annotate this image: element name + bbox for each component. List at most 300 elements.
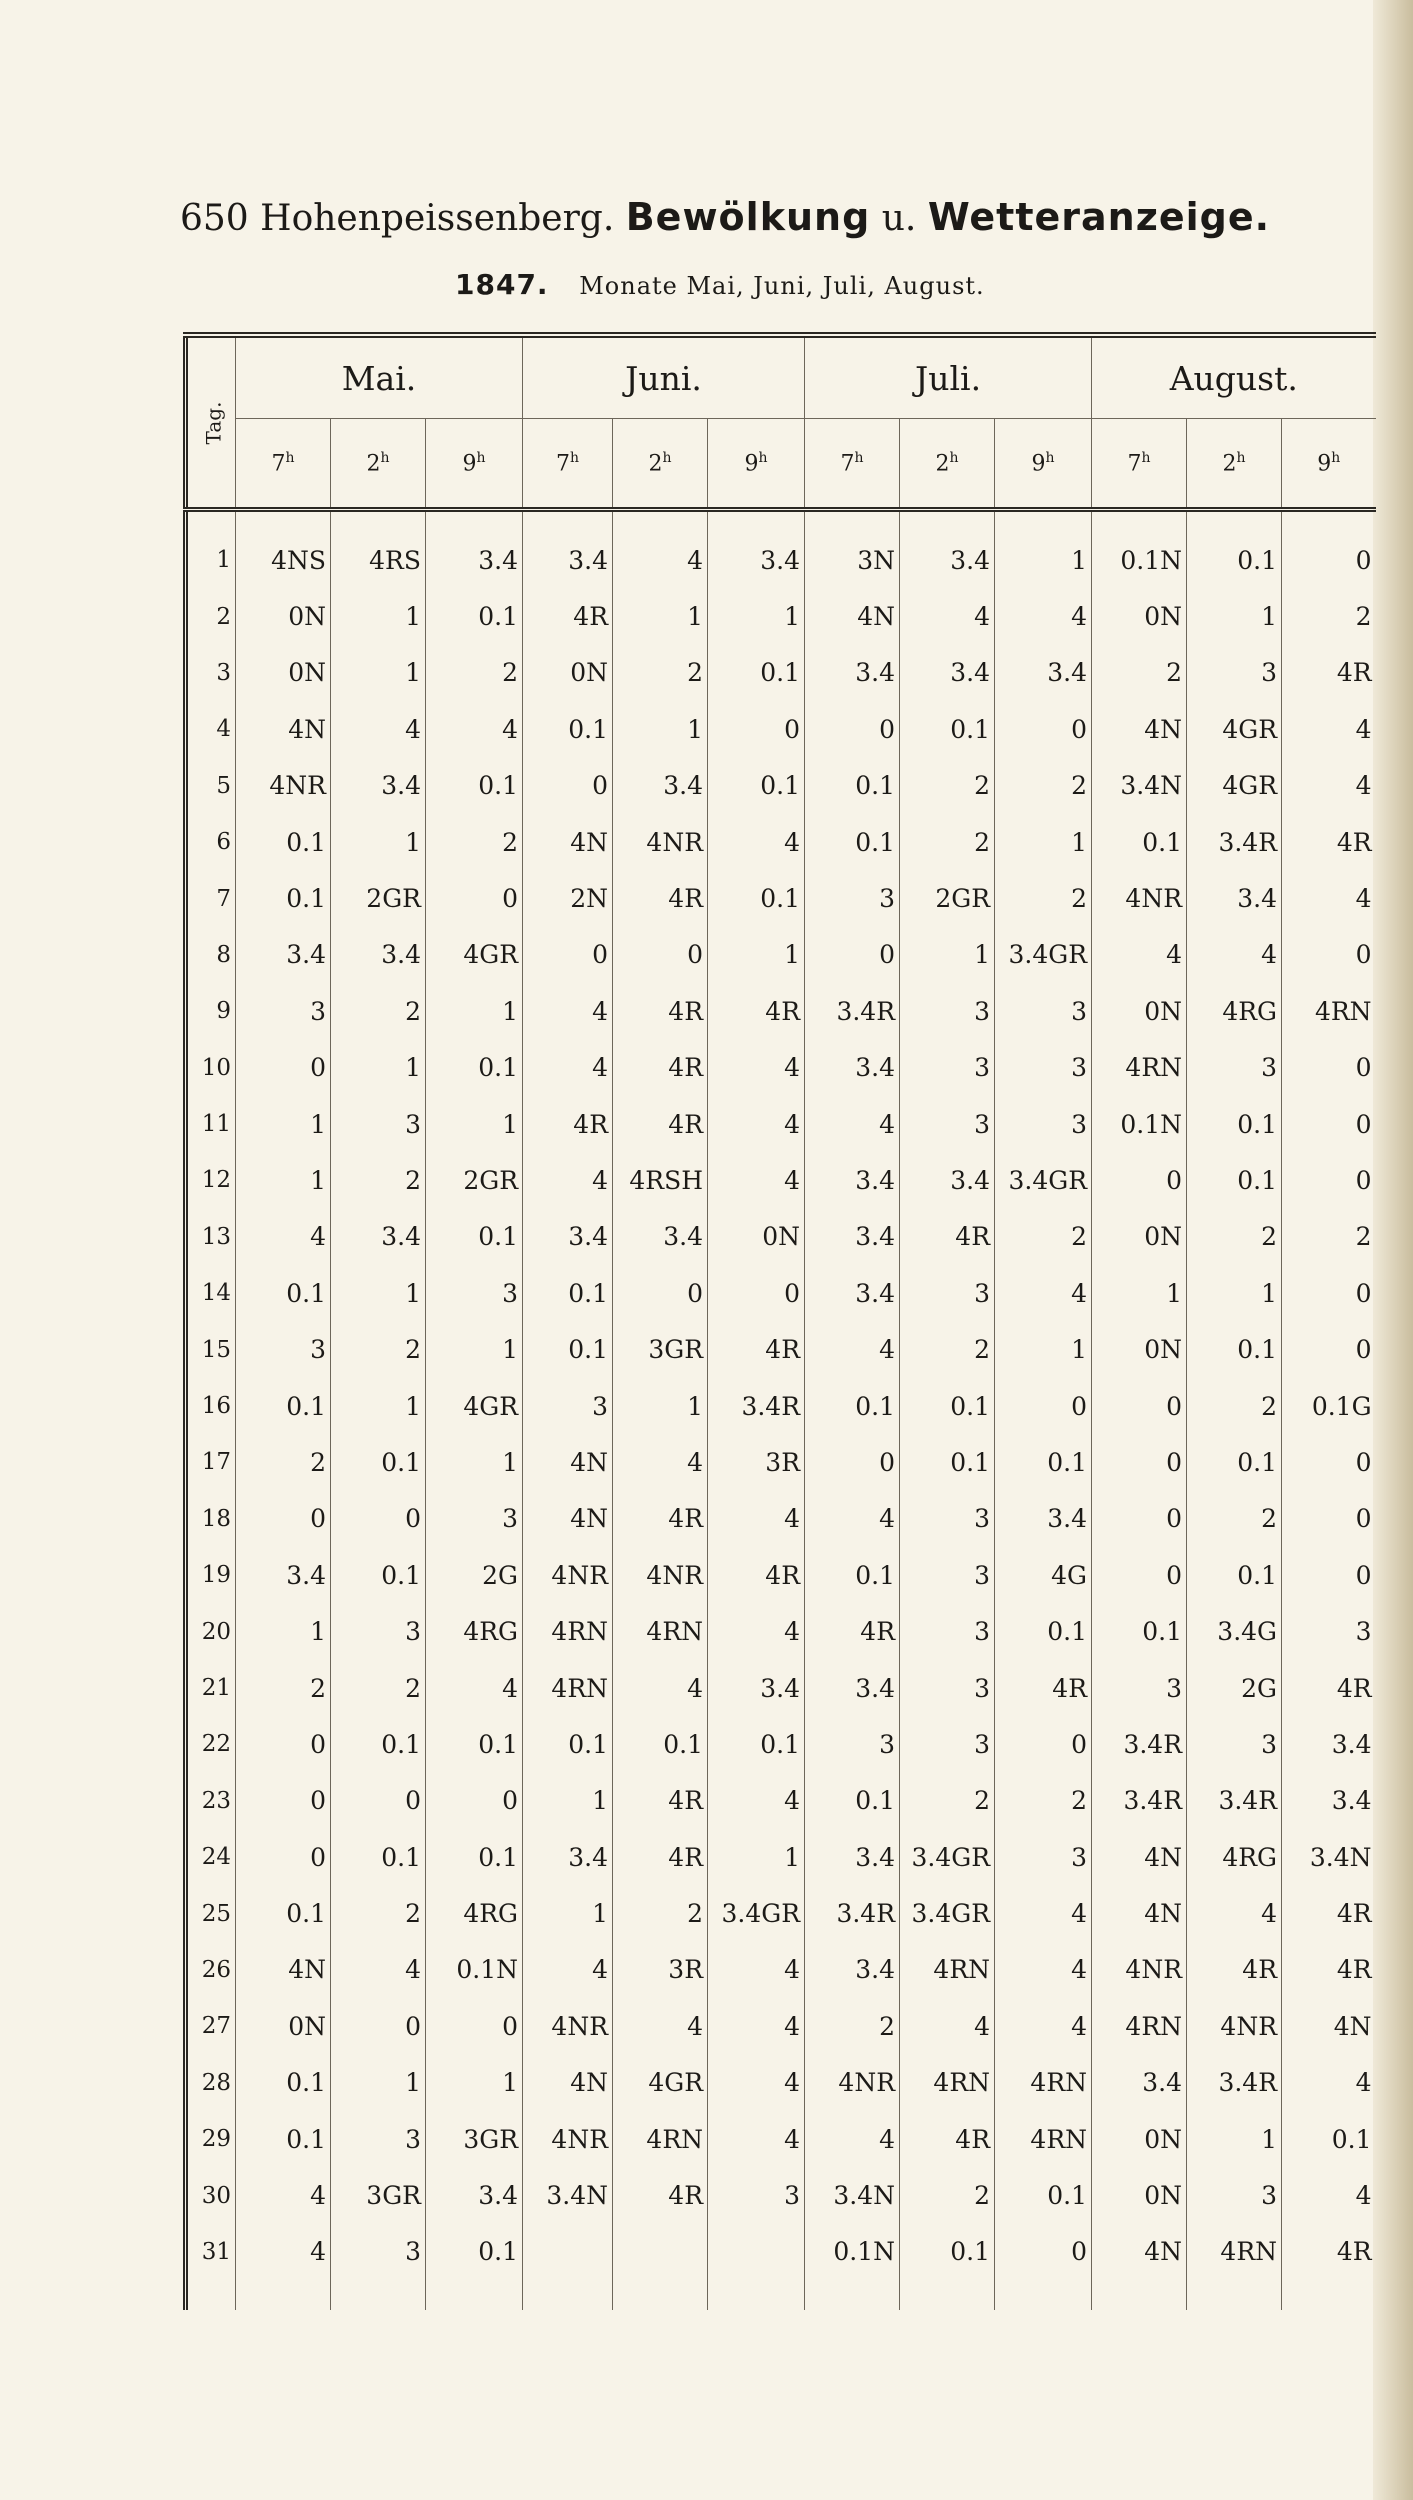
cell-value: 4RN (900, 1942, 995, 1998)
cell-value: 0N (1092, 1321, 1187, 1377)
cell-value: 3.4 (805, 1040, 900, 1096)
cell-value: 4 (426, 1660, 523, 1716)
cell-value: 0.1 (805, 1773, 900, 1829)
cell-value: 1 (1187, 588, 1282, 644)
cell-value: 3.4 (708, 1660, 805, 1716)
table-row (186, 983, 1376, 1039)
cell-value: 0 (1355, 1335, 1372, 1365)
cell-value: 0 (426, 1773, 523, 1829)
table-row (186, 1716, 1376, 1772)
cell-value: 0.1 (708, 645, 805, 701)
cell-value: 2 (426, 814, 523, 870)
cell-value: 4 (995, 588, 1092, 644)
cell-value: 2 (900, 2167, 995, 2223)
cell-value: 4 (236, 2167, 331, 2223)
cell-value: 4NR (1187, 1998, 1282, 2054)
cell-value: 3GR (613, 1321, 708, 1377)
cell-value: 2 (1187, 1491, 1282, 1547)
cell-value: 4R (613, 1096, 708, 1152)
cell-value: 4 (1187, 927, 1282, 983)
title-wetteranzeige: Wetteranzeige. (927, 195, 1271, 239)
cell-value: 1 (613, 1378, 708, 1434)
cell-value: 3.4 (1331, 1786, 1372, 1816)
cell-value: 1 (1092, 1265, 1187, 1321)
cell-value: 4 (708, 2055, 805, 2111)
cell-value: 4 (995, 1998, 1092, 2054)
cell-value: 0 (331, 1998, 426, 2054)
cell-value: 4 (613, 1434, 708, 1490)
cell-value: 4R (1336, 1673, 1372, 1703)
cell-value: 0.1 (805, 758, 900, 814)
cell-value (613, 2224, 708, 2280)
cell-value: 4 (523, 1152, 613, 1208)
cell-value: 3R (613, 1942, 708, 1998)
cell-value: 0 (995, 2224, 1092, 2280)
cell-value: 3 (995, 1829, 1092, 1885)
cell-value: 4RN (1092, 1040, 1187, 1096)
cell-value: 1 (426, 1434, 523, 1490)
table-row (186, 1829, 1376, 1885)
cell-value: 0 (613, 1265, 708, 1321)
cell-value: 0.1 (708, 870, 805, 926)
cell-value: 1 (995, 532, 1092, 588)
cell-value: 0 (1355, 940, 1372, 970)
table-row (186, 1885, 1376, 1941)
cell-value: 4R (900, 2111, 995, 2167)
cell-value: 3 (236, 1321, 331, 1377)
month-header-mai: Mai. (236, 335, 523, 419)
cell-value: 0.1 (523, 1716, 613, 1772)
time-header: 9$^h$ (708, 419, 805, 510)
cell-value: 3.4G (1187, 1603, 1282, 1659)
cell-value: 3.4GR (900, 1885, 995, 1941)
cell-value: 2 (1187, 1378, 1282, 1434)
cell-value: 4 (1355, 2068, 1372, 2098)
cell-value: 0 (805, 701, 900, 757)
cell-value: 0 (1355, 1165, 1372, 1195)
cell-value: 4N (1092, 1829, 1187, 1885)
day-number: 13 (186, 1209, 236, 1265)
cell-value: 3.4R (1187, 814, 1282, 870)
cell-value: 4 (995, 1885, 1092, 1941)
day-number: 4 (186, 701, 236, 757)
cell-value: 1 (426, 983, 523, 1039)
cell-value: 0.1 (708, 758, 805, 814)
table-row (186, 870, 1376, 926)
table-row (186, 1378, 1376, 1434)
cell-value: 3.4 (900, 1152, 995, 1208)
table-row (186, 1773, 1376, 1829)
cell-value: 0 (523, 758, 613, 814)
cell-value (708, 2224, 805, 2280)
cell-value: 0.1 (331, 1716, 426, 1772)
cell-value: 0.1 (236, 814, 331, 870)
cell-value: 1 (995, 1321, 1092, 1377)
cell-value: 1 (995, 814, 1092, 870)
cell-value: 4RN (613, 2111, 708, 2167)
cell-value: 3GR (426, 2111, 523, 2167)
cell-value: 1 (426, 1096, 523, 1152)
cell-value: 0.1 (1187, 1547, 1282, 1603)
cell-value: 4R (1336, 1955, 1372, 1985)
cell-value: 0.1 (900, 2224, 995, 2280)
time-header: 9$^h$ (426, 419, 523, 510)
cell-value: 2 (995, 1209, 1092, 1265)
cell-value: 0 (1092, 1434, 1187, 1490)
year-label: 1847. (455, 268, 549, 301)
cell-value: 4GR (1187, 758, 1282, 814)
cell-value: 4GR (426, 1378, 523, 1434)
table-row (186, 645, 1376, 701)
day-number: 27 (186, 1998, 236, 2054)
day-number: 26 (186, 1942, 236, 1998)
cell-value: 2 (331, 1885, 426, 1941)
table-row (186, 1547, 1376, 1603)
cell-value: 0.1 (236, 870, 331, 926)
cell-value: 4 (1355, 2181, 1372, 2211)
cell-value: 2G (1187, 1660, 1282, 1716)
cell-value: 0 (805, 1434, 900, 1490)
title-bewoelkung: Bewölkung (625, 195, 871, 239)
cell-value: 4RN (1187, 2224, 1282, 2280)
cell-value: 3 (805, 1716, 900, 1772)
cell-value: 4NR (613, 1547, 708, 1603)
cell-value: 0 (1092, 1547, 1187, 1603)
cell-value: 1 (708, 927, 805, 983)
time-header: 7$^h$ (236, 419, 331, 510)
cell-value: 0 (1355, 1278, 1372, 1308)
cell-value: 4RN (613, 1603, 708, 1659)
day-number: 2 (186, 588, 236, 644)
cell-value: 0.1 (995, 1434, 1092, 1490)
cell-value: 3 (331, 1603, 426, 1659)
time-header: 9$^h$ (1282, 419, 1376, 510)
cell-value: 3R (708, 1434, 805, 1490)
cell-value: 3 (426, 1491, 523, 1547)
cell-value: 0N (236, 588, 331, 644)
cell-value: 0 (331, 1773, 426, 1829)
cell-value: 0.1 (236, 2055, 331, 2111)
cell-value: 4 (900, 588, 995, 644)
cell-value: 4NR (613, 814, 708, 870)
cell-value: 4NR (523, 1998, 613, 2054)
cell-value: 2 (331, 1152, 426, 1208)
cell-value: 4R (613, 1829, 708, 1885)
day-number: 3 (186, 645, 236, 701)
cell-value: 2 (236, 1434, 331, 1490)
cell-value: 4R (805, 1603, 900, 1659)
day-number: 22 (186, 1716, 236, 1772)
cell-value: 4R (613, 2167, 708, 2223)
cell-value: 4 (426, 701, 523, 757)
cell-value: 0.1 (805, 1547, 900, 1603)
cell-value (523, 2224, 613, 2280)
cell-value: 2GR (331, 870, 426, 926)
cell-value: 4R (1336, 827, 1372, 857)
cell-value: 2 (1355, 602, 1372, 632)
table-row (186, 2224, 1376, 2280)
cell-value: 3 (900, 1096, 995, 1152)
cell-value: 4 (900, 1998, 995, 2054)
cell-value: 2 (1092, 645, 1187, 701)
cell-value: 4 (331, 701, 426, 757)
cell-value: 4 (1092, 927, 1187, 983)
cell-value: 3.4 (613, 1209, 708, 1265)
cell-value: 4GR (613, 2055, 708, 2111)
table-row (186, 1321, 1376, 1377)
cell-value: 3.4 (613, 758, 708, 814)
cell-value: 4 (523, 1040, 613, 1096)
cell-value: 0 (236, 1829, 331, 1885)
cell-value: 0.1 (426, 2224, 523, 2280)
cell-value: 0.1 (236, 1265, 331, 1321)
cell-value: 2 (613, 645, 708, 701)
cell-value: 4R (708, 1321, 805, 1377)
cell-value: 0.1 (426, 758, 523, 814)
cell-value: 1 (426, 2055, 523, 2111)
cell-value: 3 (900, 1265, 995, 1321)
cell-value: 3.4N (1092, 758, 1187, 814)
cell-value: 3 (900, 1660, 995, 1716)
cell-value: 1 (331, 645, 426, 701)
table-row (186, 1660, 1376, 1716)
table-row (186, 701, 1376, 757)
cell-value: 4NR (1092, 870, 1187, 926)
cell-value: 2GR (900, 870, 995, 926)
cell-value: 4 (708, 1152, 805, 1208)
table-row (186, 1040, 1376, 1096)
cell-value: 0.1 (426, 588, 523, 644)
cell-value: 4N (523, 814, 613, 870)
cell-value: 4N (805, 588, 900, 644)
cell-value: 3.4R (708, 1378, 805, 1434)
cell-value: 4RN (900, 2055, 995, 2111)
cell-value: 0.1 (426, 1716, 523, 1772)
cell-value: 2 (331, 983, 426, 1039)
cell-value: 0.1N (1092, 532, 1187, 588)
cell-value: 2 (805, 1998, 900, 2054)
cell-value: 0 (708, 1265, 805, 1321)
cell-value: 4RSH (613, 1152, 708, 1208)
day-number: 31 (186, 2224, 236, 2280)
cell-value: 3.4 (426, 532, 523, 588)
cell-value: 4 (613, 1998, 708, 2054)
cell-value: 4RS (331, 532, 426, 588)
cell-value: 3 (523, 1378, 613, 1434)
day-number: 25 (186, 1885, 236, 1941)
cell-value: 4RG (426, 1603, 523, 1659)
cell-value: 3.4 (331, 758, 426, 814)
cell-value: 3 (900, 1547, 995, 1603)
cell-value: 0 (995, 1378, 1092, 1434)
time-header: 7$^h$ (1092, 419, 1187, 510)
cell-value: 2 (236, 1660, 331, 1716)
cell-value: 3 (331, 1096, 426, 1152)
cell-value: 0 (995, 701, 1092, 757)
cell-value: 0 (236, 1491, 331, 1547)
cell-value: 4 (708, 1040, 805, 1096)
weather-table (183, 332, 1376, 2310)
cell-value: 3 (1187, 1040, 1282, 1096)
cell-value: 0 (995, 1716, 1092, 1772)
time-header: 2$^h$ (1187, 419, 1282, 510)
cell-value: 4R (613, 983, 708, 1039)
day-number: 28 (186, 2055, 236, 2111)
day-number: 11 (186, 1096, 236, 1152)
cell-value: 4R (613, 1773, 708, 1829)
day-number: 10 (186, 1040, 236, 1096)
cell-value: 0.1 (805, 1378, 900, 1434)
cell-value: 3.4R (805, 1885, 900, 1941)
cell-value: 1 (426, 1321, 523, 1377)
cell-value: 4GR (1187, 701, 1282, 757)
cell-value: 2 (900, 1773, 995, 1829)
month-header-juni: Juni. (523, 335, 805, 419)
cell-value: 3.4 (708, 532, 805, 588)
cell-value: 3 (1092, 1660, 1187, 1716)
cell-value: 2 (1355, 1222, 1372, 1252)
cell-value: 0.1 (236, 2111, 331, 2167)
cell-value: 4RG (1187, 983, 1282, 1039)
cell-value: 4 (708, 1096, 805, 1152)
cell-value: 4N (236, 1942, 331, 1998)
table-row (186, 588, 1376, 644)
cell-value: 0.1N (805, 2224, 900, 2280)
cell-value: 1 (331, 814, 426, 870)
cell-value: 1 (523, 1773, 613, 1829)
cell-value: 4 (523, 983, 613, 1039)
cell-value: 3 (995, 983, 1092, 1039)
cell-value: 4N (1092, 1885, 1187, 1941)
cell-value: 3 (236, 983, 331, 1039)
cell-value: 4 (613, 532, 708, 588)
cell-value: 4R (1336, 1899, 1372, 1929)
cell-value: 3 (331, 2224, 426, 2280)
table-row (186, 1434, 1376, 1490)
cell-value: 3.4 (426, 2167, 523, 2223)
cell-value: 4 (708, 814, 805, 870)
cell-value: 0 (1092, 1152, 1187, 1208)
cell-value: 4NR (523, 2111, 613, 2167)
cell-value: 0.1 (900, 1434, 995, 1490)
cell-value: 4RN (523, 1660, 613, 1716)
cell-value: 1 (613, 588, 708, 644)
table-row (186, 1998, 1376, 2054)
cell-value: 0.1 (236, 1378, 331, 1434)
cell-value: 3.4 (236, 927, 331, 983)
cell-value: 0 (1092, 1378, 1187, 1434)
cell-value: 0 (708, 701, 805, 757)
table-row (186, 758, 1376, 814)
cell-value: 4 (236, 1209, 331, 1265)
cell-value: 2GR (426, 1152, 523, 1208)
cell-value: 3.4N (805, 2167, 900, 2223)
page-number: 650 (180, 198, 249, 239)
cell-value: 0.1 (523, 701, 613, 757)
cell-value: 2 (331, 1660, 426, 1716)
table-row (186, 2111, 1376, 2167)
cell-value: 4R (523, 588, 613, 644)
cell-value: 3.4R (1187, 2055, 1282, 2111)
page-header (180, 195, 1380, 239)
cell-value: 3.4 (805, 1660, 900, 1716)
day-number: 20 (186, 1603, 236, 1659)
table-row (186, 1491, 1376, 1547)
time-header: 2$^h$ (613, 419, 708, 510)
cell-value: 0.1 (1187, 1321, 1282, 1377)
cell-value: 4N (1333, 2011, 1372, 2041)
table-row (186, 1209, 1376, 1265)
table-row (186, 1096, 1376, 1152)
cell-value: 3.4 (523, 1209, 613, 1265)
cell-value: 0 (523, 927, 613, 983)
cell-value: 3 (900, 983, 995, 1039)
table-row (186, 2167, 1376, 2223)
cell-value: 2 (995, 870, 1092, 926)
cell-value: 4R (708, 1547, 805, 1603)
cell-value: 4 (708, 1773, 805, 1829)
cell-value: 0.1N (1092, 1096, 1187, 1152)
cell-value: 3 (900, 1603, 995, 1659)
cell-value: 3.4R (1092, 1773, 1187, 1829)
cell-value: 3.4GR (708, 1885, 805, 1941)
cell-value: 2 (1187, 1209, 1282, 1265)
cell-value: 4 (1187, 1885, 1282, 1941)
cell-value: 4N (236, 701, 331, 757)
cell-value: 0 (426, 1998, 523, 2054)
cell-value: 1 (708, 588, 805, 644)
cell-value: 4R (523, 1096, 613, 1152)
cell-value: 0N (236, 645, 331, 701)
cell-value: 0.1 (995, 2167, 1092, 2223)
cell-value: 4RG (426, 1885, 523, 1941)
cell-value: 1 (331, 2055, 426, 2111)
cell-value: 3 (900, 1716, 995, 1772)
cell-value: 3 (1355, 1617, 1372, 1647)
cell-value: 1 (613, 701, 708, 757)
cell-value: 3 (900, 1491, 995, 1547)
cell-value: 2 (900, 814, 995, 870)
tag-header: Tag. (186, 335, 236, 510)
cell-value: 3.4 (523, 532, 613, 588)
cell-value: 3.4 (995, 1491, 1092, 1547)
cell-value: 4R (1336, 658, 1372, 688)
cell-value: 3 (1187, 2167, 1282, 2223)
cell-value: 0.1 (523, 1265, 613, 1321)
cell-value: 2 (995, 758, 1092, 814)
cell-value: 0.1G (1311, 1391, 1372, 1421)
cell-value: 3.4N (523, 2167, 613, 2223)
cell-value: 0N (236, 1998, 331, 2054)
cell-value: 3 (1187, 1716, 1282, 1772)
day-number: 5 (186, 758, 236, 814)
cell-value: 2 (613, 1885, 708, 1941)
cell-value: 0N (1092, 1209, 1187, 1265)
cell-value: 4NR (523, 1547, 613, 1603)
cell-value: 3.4R (1092, 1716, 1187, 1772)
page-edge (1373, 0, 1413, 2500)
cell-value: 4RN (1314, 996, 1372, 1026)
cell-value: 0.1 (426, 1209, 523, 1265)
cell-value: 0 (1355, 1053, 1372, 1083)
cell-value: 4N (523, 1491, 613, 1547)
table-body (186, 510, 1376, 2311)
cell-value: 0.1 (331, 1829, 426, 1885)
cell-value: 1 (236, 1603, 331, 1659)
day-number: 21 (186, 1660, 236, 1716)
cell-value: 1 (708, 1829, 805, 1885)
cell-value: 4 (805, 1096, 900, 1152)
